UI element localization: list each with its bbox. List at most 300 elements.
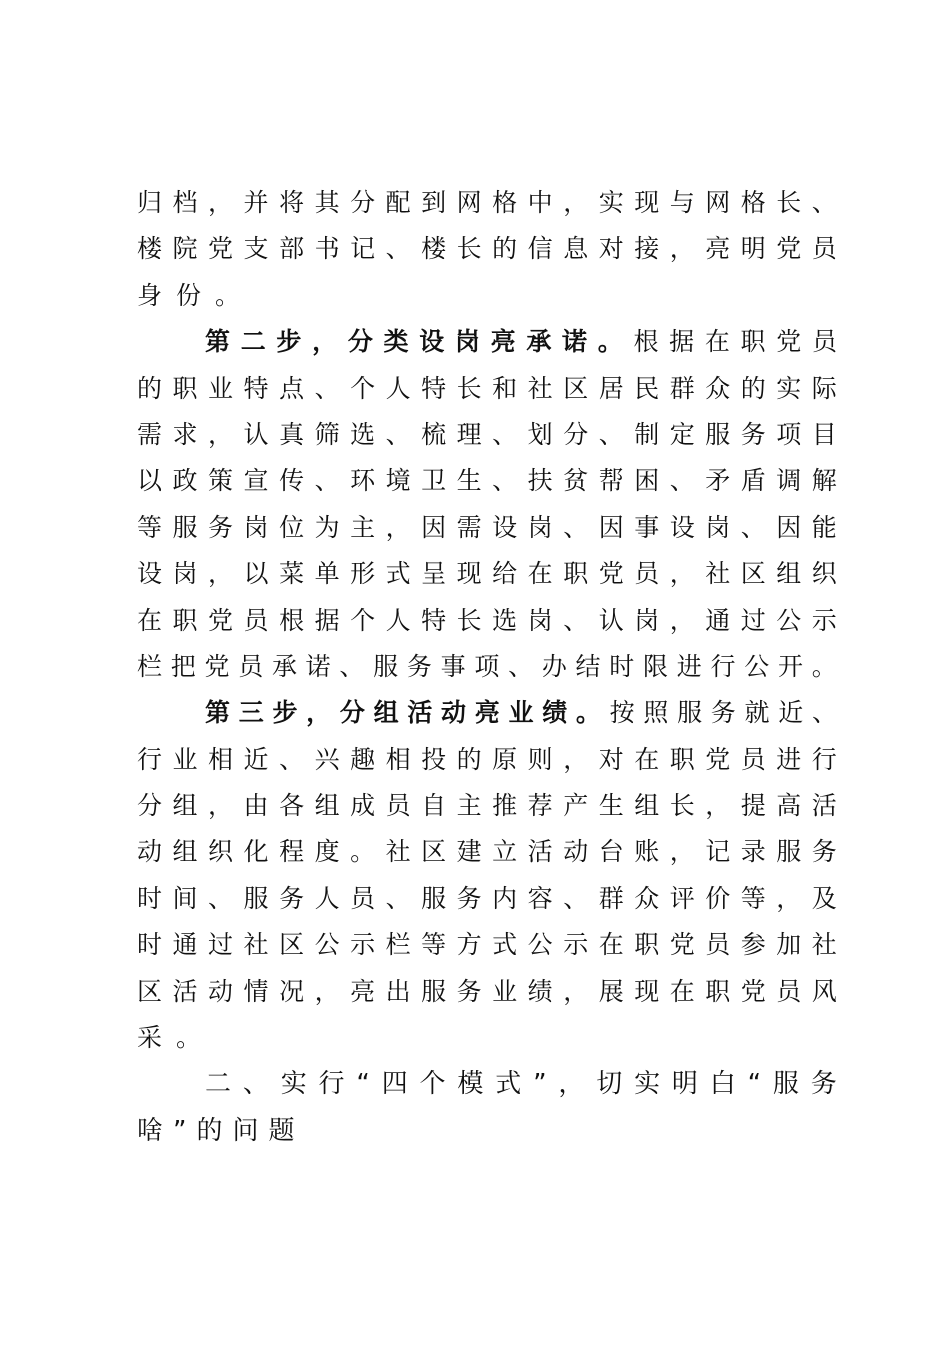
text-char: 评 <box>669 883 695 913</box>
text-char: 实 <box>634 1069 661 1100</box>
text-char: 以 <box>243 559 269 589</box>
section-heading-line <box>137 1108 837 1154</box>
text-line <box>137 598 837 644</box>
text-char: 示 <box>563 930 589 960</box>
text-char: 岗 <box>634 605 660 635</box>
text-char: 务 <box>740 419 766 449</box>
text-char: 真 <box>279 419 305 449</box>
text-char: 方 <box>456 930 482 960</box>
text-char: 诺 <box>562 327 588 357</box>
text-char: 度 <box>314 837 340 867</box>
text-char: 务 <box>208 512 234 542</box>
text-char: 职 <box>669 744 695 774</box>
text-char: ， <box>563 744 589 774</box>
text-char: 对 <box>598 234 624 264</box>
text-char: 单 <box>314 559 340 589</box>
text-char: 职 <box>563 559 589 589</box>
text-char: ” <box>173 1115 197 1146</box>
text-char: 区 <box>421 837 447 867</box>
text-char: 服 <box>677 698 703 728</box>
text-char: 职 <box>172 605 198 635</box>
text-char: 楼 <box>137 234 163 264</box>
text-char: 主 <box>456 791 482 821</box>
text-char: 价 <box>705 883 731 913</box>
text-char: 程 <box>279 837 305 867</box>
text-char: 对 <box>598 744 624 774</box>
text-char: 职 <box>634 930 660 960</box>
text-char: 啥 <box>137 1115 174 1146</box>
text-char: 网 <box>705 188 731 217</box>
text-char: 职 <box>705 976 731 1006</box>
text-line <box>137 1015 837 1061</box>
text-char: “ <box>356 1069 370 1100</box>
text-char: 党 <box>740 976 766 1006</box>
text-char: 菜 <box>279 559 305 589</box>
text-char: 结 <box>575 651 601 681</box>
text-char: 位 <box>279 512 305 542</box>
text-char: 区 <box>740 559 766 589</box>
text-char: 产 <box>563 791 589 821</box>
text-char: 开 <box>777 651 803 681</box>
text-char: 组 <box>373 698 399 728</box>
text-char: 求 <box>172 419 198 449</box>
text-char: 容 <box>527 883 553 913</box>
text-char: 员 <box>740 744 766 774</box>
text-char: 特 <box>421 605 447 635</box>
text-char: 高 <box>776 791 802 821</box>
text-char: 织 <box>811 559 837 589</box>
text-char: ， <box>558 1069 585 1100</box>
text-char: 社 <box>705 559 731 589</box>
text-char: 卫 <box>421 466 447 496</box>
text-char: 际 <box>811 373 837 403</box>
text-char: 。 <box>176 1023 216 1053</box>
text-char: 第 <box>205 327 231 357</box>
text-line <box>137 690 837 736</box>
text-line <box>137 737 837 783</box>
text-char: 、 <box>279 744 305 774</box>
text-char: 情 <box>243 976 269 1006</box>
text-char: 按 <box>609 698 635 728</box>
text-char: 动 <box>137 837 163 867</box>
text-char: 组 <box>314 791 340 821</box>
text-char: 众 <box>634 883 660 913</box>
text-char: 岗 <box>454 327 480 357</box>
text-char: 生 <box>456 466 482 496</box>
text-char: 行 <box>318 1069 345 1100</box>
text-char: 把 <box>170 651 196 681</box>
text-char: 理 <box>456 419 482 449</box>
text-char: 、 <box>314 373 340 403</box>
section-heading-line <box>137 1061 837 1107</box>
text-char: 相 <box>208 744 234 774</box>
text-line <box>137 366 837 412</box>
text-char: 承 <box>271 651 297 681</box>
text-char: 为 <box>314 512 340 542</box>
text-line <box>137 505 837 551</box>
text-char: 给 <box>492 559 518 589</box>
text-char: 网 <box>456 188 482 217</box>
text-char: 在 <box>634 744 660 774</box>
text-char: 群 <box>598 883 624 913</box>
text-char: 组 <box>776 559 802 589</box>
text-char: 贫 <box>563 466 589 496</box>
text-line <box>137 551 837 597</box>
text-char: 并 <box>243 188 269 217</box>
text-char: 模 <box>457 1069 484 1100</box>
text-char: 服 <box>421 883 447 913</box>
text-char: 在 <box>669 976 695 1006</box>
text-char: 等 <box>421 930 447 960</box>
text-char: 记 <box>705 837 731 867</box>
text-char: 步 <box>272 698 298 728</box>
text-char: 绩 <box>527 976 553 1006</box>
text-char: 。 <box>350 837 376 867</box>
text-char: 员 <box>634 559 660 589</box>
text-char: 及 <box>811 883 837 913</box>
text-char: 、 <box>508 651 534 681</box>
text-char: 组 <box>634 791 660 821</box>
text-char: 则 <box>527 744 553 774</box>
text-char: 时 <box>609 651 635 681</box>
text-char: ， <box>312 327 338 357</box>
text-char: 选 <box>350 419 376 449</box>
text-char: 党 <box>208 605 234 635</box>
text-char: 第 <box>205 698 231 728</box>
text-char: 进 <box>776 744 802 774</box>
text-char: 党 <box>204 651 230 681</box>
text-char: ， <box>669 605 695 635</box>
text-char: 形 <box>350 559 376 589</box>
text-char: 人 <box>385 373 411 403</box>
text-char: 归 <box>137 188 163 217</box>
text-char: 境 <box>385 466 411 496</box>
text-char: ， <box>208 188 234 217</box>
text-char: 据 <box>669 327 695 357</box>
text-line <box>137 273 837 319</box>
text-char: ， <box>776 883 802 913</box>
text-char: 建 <box>456 837 482 867</box>
text-char: 员 <box>243 605 269 635</box>
text-char: 立 <box>492 837 518 867</box>
text-char: 台 <box>598 837 624 867</box>
text-char: 、 <box>208 883 234 913</box>
text-char: 格 <box>740 188 766 217</box>
text-char: 长 <box>776 188 802 217</box>
text-char: 将 <box>279 188 305 217</box>
text-char: 业 <box>508 698 534 728</box>
text-char: 设 <box>419 327 445 357</box>
text-char: 、 <box>669 466 695 496</box>
text-char: 行 <box>710 651 736 681</box>
text-char: 档 <box>172 188 198 217</box>
text-char: 在 <box>527 559 553 589</box>
text-char: 式 <box>385 559 411 589</box>
text-char: 、 <box>242 1069 269 1100</box>
text-char: 化 <box>243 837 269 867</box>
text-char: 三 <box>238 698 264 728</box>
text-char: 呈 <box>421 559 447 589</box>
text-char: 党 <box>598 559 624 589</box>
text-char: 事 <box>440 651 466 681</box>
text-char: ， <box>208 419 234 449</box>
text-char: 务 <box>710 698 736 728</box>
text-char: 绩 <box>542 698 568 728</box>
text-char: 就 <box>744 698 770 728</box>
text-char: 传 <box>279 466 305 496</box>
text-char: 分 <box>563 419 589 449</box>
text-char: 需 <box>137 419 163 449</box>
text-char: 分 <box>339 698 365 728</box>
text-char: ， <box>705 791 731 821</box>
text-char: 、 <box>314 466 340 496</box>
text-char: 职 <box>740 327 766 357</box>
text-char: 类 <box>383 327 409 357</box>
text-char: 岗 <box>243 512 269 542</box>
text-char: ， <box>208 559 234 589</box>
text-line <box>137 180 837 226</box>
text-char: 间 <box>172 883 198 913</box>
text-char: 活 <box>407 698 433 728</box>
text-char: 到 <box>421 188 447 217</box>
text-char: 示 <box>350 930 376 960</box>
text-char: 公 <box>776 605 802 635</box>
text-line <box>137 969 837 1015</box>
text-char: 定 <box>669 419 695 449</box>
text-char: 能 <box>811 512 837 542</box>
text-char: 环 <box>350 466 376 496</box>
text-char: 亮 <box>350 976 376 1006</box>
text-char: 认 <box>243 419 269 449</box>
text-char: 员 <box>385 791 411 821</box>
text-char: 动 <box>441 698 467 728</box>
text-char: 录 <box>740 837 766 867</box>
text-char: 设 <box>669 512 695 542</box>
text-char: ， <box>314 976 340 1006</box>
text-char: 梳 <box>421 419 447 449</box>
text-char: 院 <box>172 234 198 264</box>
text-char: 亮 <box>474 698 500 728</box>
text-char: 群 <box>669 373 695 403</box>
text-char: 服 <box>243 883 269 913</box>
text-char: 风 <box>811 976 837 1006</box>
text-char: 兴 <box>314 744 340 774</box>
text-char: 支 <box>243 234 269 264</box>
text-char: 特 <box>243 373 269 403</box>
text-char: ， <box>669 234 695 264</box>
text-char: 的 <box>196 1115 233 1146</box>
text-char: 区 <box>137 976 163 1006</box>
text-char: 相 <box>385 744 411 774</box>
text-char: 白 <box>709 1069 736 1100</box>
text-char: 公 <box>744 651 770 681</box>
text-char: “ <box>747 1069 762 1100</box>
text-char: 人 <box>385 605 411 635</box>
text-char: 荐 <box>527 791 553 821</box>
text-char: 和 <box>492 373 518 403</box>
text-char: 加 <box>776 930 802 960</box>
text-char: 组 <box>172 837 198 867</box>
text-char: 公 <box>314 930 340 960</box>
text-char: 根 <box>279 605 305 635</box>
text-char: 党 <box>705 744 731 774</box>
text-char: 现 <box>456 559 482 589</box>
text-char: 因 <box>421 512 447 542</box>
text-line <box>137 319 837 365</box>
text-char: 参 <box>740 930 766 960</box>
text-char: ， <box>385 512 411 542</box>
text-char: 人 <box>314 883 340 913</box>
text-char: 因 <box>776 512 802 542</box>
text-char: 部 <box>279 234 305 264</box>
text-char: 认 <box>598 605 624 635</box>
text-char: 的 <box>137 373 163 403</box>
text-char: 社 <box>527 373 553 403</box>
text-char: 、 <box>563 883 589 913</box>
text-char: 设 <box>492 512 518 542</box>
text-char: 在 <box>137 605 163 635</box>
text-char: 服 <box>705 419 731 449</box>
text-char: 动 <box>208 976 234 1006</box>
text-char: 栏 <box>137 651 163 681</box>
text-char: 二 <box>240 327 266 357</box>
text-char: 需 <box>456 512 482 542</box>
text-char: 、 <box>740 512 766 542</box>
text-char: 职 <box>172 373 198 403</box>
text-char: 政 <box>172 466 198 496</box>
text-char: 务 <box>406 651 432 681</box>
text-char: 分 <box>347 327 373 357</box>
text-char: 成 <box>350 791 376 821</box>
text-char: 目 <box>811 419 837 449</box>
text-char: 信 <box>527 234 553 264</box>
text-char: 的 <box>740 373 766 403</box>
text-char: 等 <box>137 512 163 542</box>
text-char: 岗 <box>527 512 553 542</box>
text-line <box>137 922 837 968</box>
text-char: 、 <box>563 512 589 542</box>
text-char: 其 <box>314 188 340 217</box>
text-char: 式 <box>492 930 518 960</box>
text-char: 组 <box>172 791 198 821</box>
text-char: 制 <box>634 419 660 449</box>
text-char: ， <box>306 698 332 728</box>
text-char: 照 <box>643 698 669 728</box>
text-char: 个 <box>350 605 376 635</box>
text-char: 时 <box>137 883 163 913</box>
text-char: 过 <box>208 930 234 960</box>
text-char: 接 <box>634 234 660 264</box>
text-char: 限 <box>643 651 669 681</box>
text-char: ， <box>563 976 589 1006</box>
text-char: 因 <box>598 512 624 542</box>
text-char: 份 <box>176 280 216 310</box>
text-char: 服 <box>172 512 198 542</box>
text-char: 、 <box>811 188 837 217</box>
text-char: ， <box>669 559 695 589</box>
text-char: 困 <box>634 466 660 496</box>
text-char: 众 <box>705 373 731 403</box>
text-char: 诺 <box>305 651 331 681</box>
text-char: 务 <box>279 883 305 913</box>
text-char: 务 <box>456 883 482 913</box>
text-char: 解 <box>811 466 837 496</box>
text-line <box>137 876 837 922</box>
text-char: 长 <box>669 791 695 821</box>
text-char: 原 <box>492 744 518 774</box>
text-line <box>137 226 837 272</box>
text-char: 、 <box>385 883 411 913</box>
text-char: 点 <box>279 373 305 403</box>
text-char: 、 <box>385 234 411 264</box>
text-line <box>137 458 837 504</box>
text-char: 扶 <box>527 466 553 496</box>
text-char: 活 <box>527 837 553 867</box>
text-char: 织 <box>208 837 234 867</box>
text-char: 配 <box>385 188 411 217</box>
text-char: 、 <box>492 466 518 496</box>
text-char: 党 <box>776 327 802 357</box>
text-char: 员 <box>811 234 837 264</box>
text-char: 党 <box>776 234 802 264</box>
text-char: ， <box>669 837 695 867</box>
text-char: 公 <box>527 930 553 960</box>
text-char: 事 <box>634 512 660 542</box>
text-char: 式 <box>495 1069 522 1100</box>
text-char: 岗 <box>705 512 731 542</box>
text-char: 示 <box>811 605 837 635</box>
text-char: 员 <box>238 651 264 681</box>
text-char: 时 <box>137 930 163 960</box>
text-char: 务 <box>456 976 482 1006</box>
text-char: 筛 <box>314 419 340 449</box>
text-char: 长 <box>456 373 482 403</box>
text-line <box>137 829 837 875</box>
text-char: 业 <box>172 744 198 774</box>
text-char: 业 <box>492 976 518 1006</box>
text-char: 员 <box>350 883 376 913</box>
text-char: 服 <box>421 976 447 1006</box>
text-char: 近 <box>243 744 269 774</box>
text-char: ， <box>208 791 234 821</box>
text-char: 选 <box>492 605 518 635</box>
text-char: 服 <box>772 1069 799 1100</box>
text-char: 个 <box>419 1069 446 1100</box>
text-char: 由 <box>243 791 269 821</box>
text-char: 记 <box>350 234 376 264</box>
text-char: 步 <box>276 327 302 357</box>
body-text <box>137 180 837 1154</box>
text-char: 、 <box>385 419 411 449</box>
text-char: 亮 <box>705 234 731 264</box>
text-char: 区 <box>279 930 305 960</box>
text-char: 亮 <box>490 327 516 357</box>
text-char: 、 <box>811 698 837 728</box>
text-char: 息 <box>563 234 589 264</box>
text-char: 划 <box>527 419 553 449</box>
text-char: 长 <box>456 234 482 264</box>
text-char: 员 <box>811 327 837 357</box>
text-char: 矛 <box>705 466 731 496</box>
text-char: 账 <box>634 837 660 867</box>
text-char: 切 <box>596 1069 623 1100</box>
text-char: 设 <box>137 559 163 589</box>
text-char: 盾 <box>740 466 766 496</box>
text-char: 通 <box>172 930 198 960</box>
text-char: 通 <box>705 605 731 635</box>
text-char: 行 <box>137 744 163 774</box>
text-char: 根 <box>633 327 659 357</box>
